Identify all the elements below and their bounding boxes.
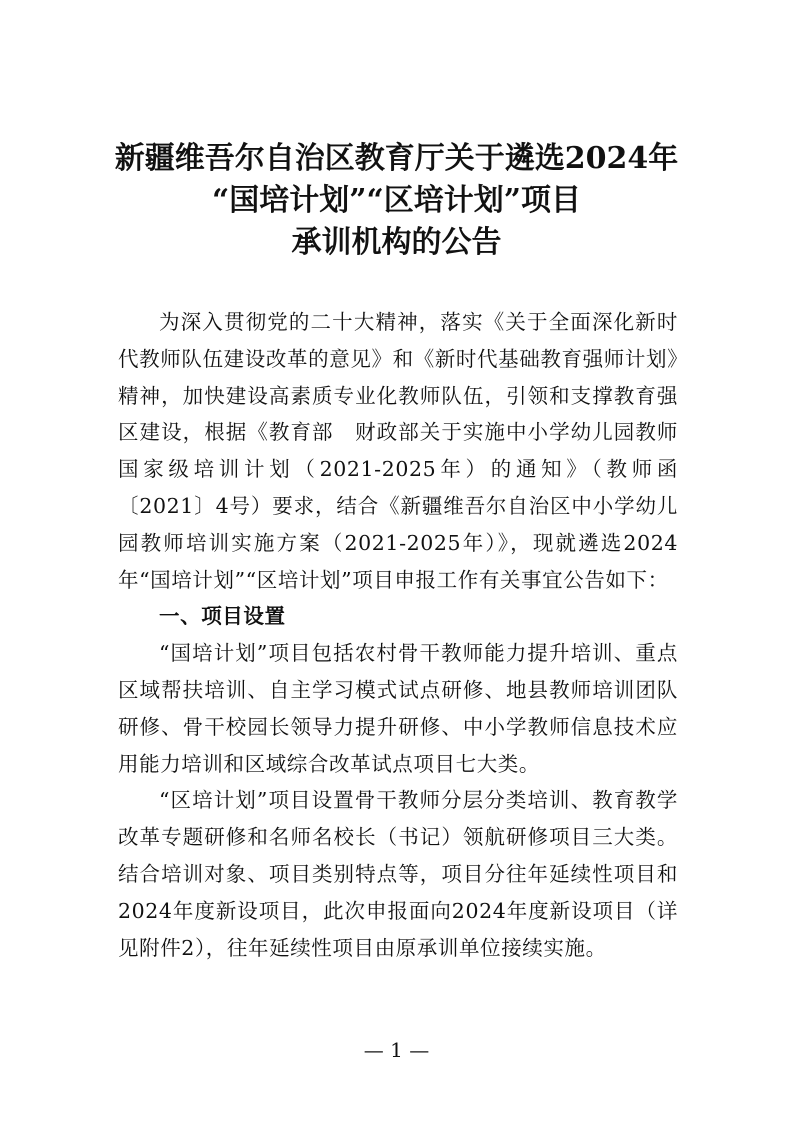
document-body bbox=[118, 304, 678, 966]
section-heading-project-setup: 一、项目设置 bbox=[159, 604, 286, 629]
title-line-2: “国培计划”“区培计划”项目 bbox=[211, 183, 582, 218]
document-title bbox=[0, 138, 793, 264]
title-line-1: 新疆维吾尔自治区教育厅关于遴选2024年 bbox=[114, 141, 679, 176]
intro-paragraph: 为深入贯彻党的二十大精神，落实《关于全面深化新时代教师队伍建设改革的意见》和《新时代基础教育强师计划》精神，加快建设高素质专业化教师队伍，引领和支撑教育强区建设，根据《教育部 财政部关于实施中小学幼儿园教师国家级培训计划（2021-2025年）的通知》（教师函〔2021〕4号）要求，结合《新疆维吾尔自治区中小学幼儿园教师培训实施方案（2021-2025年）》，现就遴选2024年“国培计划”“区培计划”项目申报工作有关事宜公告如下： bbox=[118, 310, 678, 592]
qupei-paragraph: “区培计划”项目设置骨干教师分层分类培训、教育教学改革专题研修和名师名校长（书记）领航研修项目三大类。结合培训对象、项目类别特点等，项目分往年延续性项目和2024年度新设项目，此次申报面向2024年度新设项目（详见附件2），往年延续性项目由原承训单位接续实施。 bbox=[118, 788, 678, 960]
page-number: — 1 — bbox=[363, 1038, 430, 1062]
guopei-paragraph: “国培计划”项目包括农村骨干教师能力提升培训、重点区域帮扶培训、自主学习模式试点研修、地县教师培训团队研修、骨干校园长领导力提升研修、中小学教师信息技术应用能力培训和区域综合改革试点项目七大类。 bbox=[118, 641, 678, 776]
title-line-3: 承训机构的公告 bbox=[291, 225, 502, 260]
